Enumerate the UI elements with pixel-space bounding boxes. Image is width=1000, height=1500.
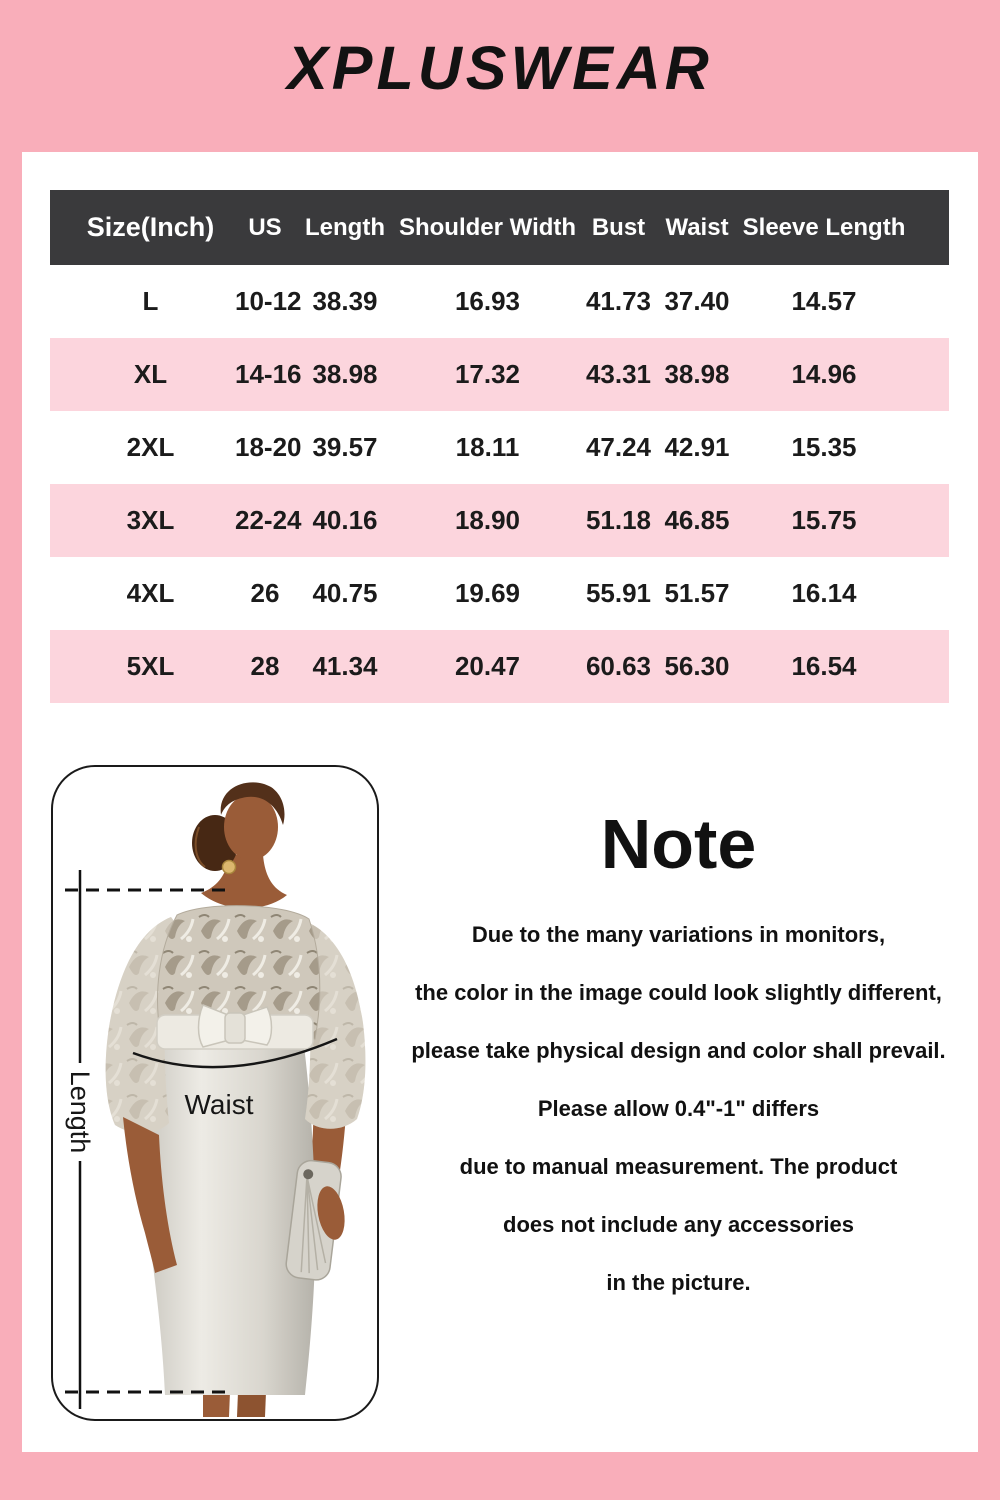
cell-bust: 60.63 (585, 651, 652, 681)
col-header-us: US (248, 213, 282, 241)
table-row (50, 630, 949, 703)
table-row (50, 265, 949, 338)
cell-waist: 56.30 (664, 651, 730, 681)
cell-bust: 51.18 (585, 505, 652, 535)
table-header-row (50, 190, 949, 265)
note-line: does not include any accessories (503, 1212, 854, 1237)
cell-shoulder-width: 18.11 (455, 432, 520, 462)
note-line: Due to the many variations in monitors, (471, 922, 886, 947)
cell-sleeve-length: 15.75 (791, 505, 857, 535)
note-title: Note (600, 805, 757, 883)
col-header-waist: Waist (665, 213, 729, 241)
cell-us: 26 (250, 578, 280, 608)
col-header-shoulder-width: Shoulder Width (398, 213, 577, 241)
cell-size: XL (133, 359, 168, 389)
cell-waist: 51.57 (664, 578, 730, 608)
cell-shoulder-width: 17.32 (454, 359, 521, 389)
cell-length: 40.16 (312, 505, 378, 535)
cell-waist: 42.91 (664, 432, 730, 462)
cell-sleeve-length: 14.96 (791, 359, 857, 389)
cell-length: 38.39 (312, 286, 378, 316)
cell-shoulder-width: 20.47 (454, 651, 521, 681)
table-row (50, 484, 949, 557)
model-measurement-photo (51, 765, 379, 1421)
cell-length: 41.34 (312, 651, 378, 681)
cell-size: 2XL (126, 432, 175, 462)
length-label: Length (65, 1070, 95, 1154)
cell-shoulder-width: 18.90 (454, 505, 521, 535)
col-header-bust: Bust (591, 213, 646, 241)
cell-bust: 41.73 (585, 286, 652, 316)
cell-sleeve-length: 14.57 (791, 286, 857, 316)
model-illustration (53, 767, 377, 1419)
note-line: in the picture. (606, 1270, 751, 1295)
cell-size: 4XL (126, 578, 175, 608)
cell-waist: 38.98 (664, 359, 730, 389)
cell-sleeve-length: 16.54 (791, 651, 857, 681)
cell-sleeve-length: 16.14 (791, 578, 857, 608)
cell-size: L (142, 286, 159, 316)
cell-us: 22-24 (235, 505, 302, 535)
col-header-sleeve-length: Sleeve Length (742, 213, 906, 241)
note-body (379, 906, 978, 1312)
note-line: please take physical design and color shall prevail. (411, 1038, 946, 1063)
cell-bust: 43.31 (585, 359, 652, 389)
cell-size: 5XL (126, 651, 175, 681)
cell-us: 28 (250, 651, 280, 681)
cell-length: 40.75 (312, 578, 378, 608)
note-line: due to manual measurement. The product (459, 1154, 898, 1179)
cell-length: 39.57 (312, 432, 378, 462)
waist-label: Waist (184, 1089, 254, 1120)
cell-us: 10-12 (235, 286, 302, 316)
table-row (50, 338, 949, 411)
earring (223, 861, 236, 874)
belt-bow-knot (225, 1013, 245, 1043)
note-section (379, 765, 978, 1312)
cell-shoulder-width: 16.93 (454, 286, 521, 316)
note-line: Please allow 0.4"-1" differs (537, 1096, 820, 1121)
cell-sleeve-length: 15.35 (791, 432, 857, 462)
content-panel (22, 152, 978, 1452)
table-row (50, 411, 949, 484)
note-line: the color in the image could look slightly different, (415, 980, 942, 1005)
cell-us: 14-16 (235, 359, 302, 389)
cell-waist: 46.85 (664, 505, 730, 535)
cell-size: 3XL (126, 505, 175, 535)
cell-bust: 47.24 (585, 432, 652, 462)
cell-shoulder-width: 19.69 (454, 578, 521, 608)
cell-bust: 55.91 (585, 578, 652, 608)
cell-us: 18-20 (235, 432, 302, 462)
table-row (50, 557, 949, 630)
size-chart-table (50, 190, 949, 703)
brand-logo: XPLUSWEAR (287, 34, 713, 102)
cell-length: 38.98 (312, 359, 378, 389)
cell-waist: 37.40 (664, 286, 730, 316)
col-header-length: Length (305, 213, 385, 241)
model-head (224, 794, 278, 860)
col-header-size: Size(Inch) (86, 212, 215, 242)
